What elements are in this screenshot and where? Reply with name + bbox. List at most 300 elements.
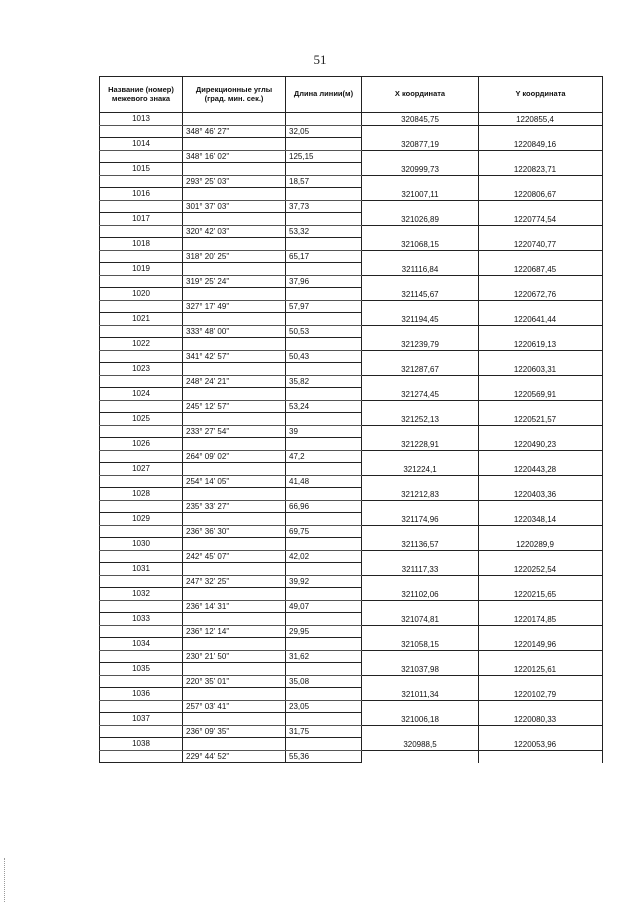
table-row-segment (100, 200, 603, 213)
empty-cell (362, 550, 479, 563)
table-row-point (100, 638, 603, 651)
y-coordinate: 1220641,44 (479, 313, 603, 326)
empty-cell (479, 675, 603, 688)
table-row-segment (100, 700, 603, 713)
empty-cell (100, 150, 183, 163)
table-row-segment (100, 350, 603, 363)
empty-cell (362, 325, 479, 338)
empty-cell (286, 338, 362, 351)
empty-cell (183, 438, 286, 451)
empty-cell (362, 625, 479, 638)
table-row-segment (100, 625, 603, 638)
empty-cell (479, 125, 603, 138)
empty-cell (183, 338, 286, 351)
y-coordinate: 1220490,23 (479, 438, 603, 451)
empty-cell (479, 350, 603, 363)
empty-cell (479, 400, 603, 413)
x-coordinate: 321224,1 (362, 463, 479, 476)
empty-cell (183, 688, 286, 701)
empty-cell (286, 413, 362, 426)
empty-cell (362, 225, 479, 238)
empty-cell (100, 650, 183, 663)
line-length: 55,36 (286, 750, 362, 763)
y-coordinate: 1220289,9 (479, 538, 603, 551)
table-row-point (100, 338, 603, 351)
empty-cell (286, 663, 362, 676)
y-coordinate: 1220403,36 (479, 488, 603, 501)
marker-name: 1019 (100, 263, 183, 276)
marker-name: 1037 (100, 713, 183, 726)
empty-cell (286, 163, 362, 176)
table-row-segment (100, 400, 603, 413)
table-row-point (100, 313, 603, 326)
direction-angle: 348° 16' 02" (183, 150, 286, 163)
marker-name: 1024 (100, 388, 183, 401)
x-coordinate: 321194,45 (362, 313, 479, 326)
empty-cell (286, 463, 362, 476)
empty-cell (183, 563, 286, 576)
x-coordinate: 320877,19 (362, 138, 479, 151)
empty-cell (286, 688, 362, 701)
marker-name: 1022 (100, 338, 183, 351)
empty-cell (286, 488, 362, 501)
table-row-point (100, 238, 603, 251)
empty-cell (183, 188, 286, 201)
table-row-point (100, 113, 603, 126)
line-length: 50,53 (286, 325, 362, 338)
header-marker-name: Название (номер) межевого знака (100, 77, 183, 113)
table-row-segment (100, 650, 603, 663)
empty-cell (183, 238, 286, 251)
empty-cell (286, 713, 362, 726)
table-row-point (100, 588, 603, 601)
empty-cell (100, 325, 183, 338)
line-length: 65,17 (286, 250, 362, 263)
marker-name: 1018 (100, 238, 183, 251)
table-row-segment (100, 325, 603, 338)
marker-name: 1025 (100, 413, 183, 426)
empty-cell (286, 363, 362, 376)
empty-cell (100, 625, 183, 638)
empty-cell (286, 538, 362, 551)
marker-name: 1036 (100, 688, 183, 701)
table-row-point (100, 263, 603, 276)
table-row-point (100, 163, 603, 176)
empty-cell (100, 450, 183, 463)
empty-cell (100, 500, 183, 513)
y-coordinate: 1220443,28 (479, 463, 603, 476)
marker-name: 1015 (100, 163, 183, 176)
line-length: 31,75 (286, 725, 362, 738)
empty-cell (362, 200, 479, 213)
direction-angle: 257° 03' 41" (183, 700, 286, 713)
direction-angle: 333° 48' 00" (183, 325, 286, 338)
x-coordinate: 321006,18 (362, 713, 479, 726)
empty-cell (362, 125, 479, 138)
empty-cell (362, 675, 479, 688)
boundary-coordinates-table (99, 76, 603, 763)
table-row-point (100, 688, 603, 701)
table-row-segment (100, 250, 603, 263)
line-length: 53,32 (286, 225, 362, 238)
empty-cell (100, 700, 183, 713)
x-coordinate: 320988,5 (362, 738, 479, 751)
line-length: 18,57 (286, 175, 362, 188)
empty-cell (362, 475, 479, 488)
empty-cell (100, 475, 183, 488)
empty-cell (286, 438, 362, 451)
scan-edge-marks (4, 858, 7, 902)
direction-angle: 248° 24' 21" (183, 375, 286, 388)
y-coordinate: 1220348,14 (479, 513, 603, 526)
y-coordinate: 1220149,96 (479, 638, 603, 651)
marker-name: 1038 (100, 738, 183, 751)
empty-cell (100, 300, 183, 313)
y-coordinate: 1220102,79 (479, 688, 603, 701)
marker-name: 1030 (100, 538, 183, 551)
table-row-point (100, 388, 603, 401)
empty-cell (183, 288, 286, 301)
empty-cell (183, 388, 286, 401)
direction-angle: 230° 21' 50" (183, 650, 286, 663)
empty-cell (100, 525, 183, 538)
marker-name: 1017 (100, 213, 183, 226)
y-coordinate: 1220849,16 (479, 138, 603, 151)
empty-cell (100, 750, 183, 763)
page-number: 51 (313, 52, 327, 67)
x-coordinate: 321116,84 (362, 263, 479, 276)
empty-cell (183, 638, 286, 651)
header-line-length: Длина линии(м) (286, 77, 362, 113)
empty-cell (479, 300, 603, 313)
empty-cell (100, 550, 183, 563)
empty-cell (100, 375, 183, 388)
empty-cell (479, 550, 603, 563)
empty-cell (183, 613, 286, 626)
y-coordinate: 1220740,77 (479, 238, 603, 251)
x-coordinate: 321212,83 (362, 488, 479, 501)
table-row-point (100, 463, 603, 476)
empty-cell (479, 500, 603, 513)
empty-cell (362, 725, 479, 738)
marker-name: 1026 (100, 438, 183, 451)
direction-angle: 348° 46' 27" (183, 125, 286, 138)
empty-cell (479, 425, 603, 438)
empty-cell (479, 725, 603, 738)
empty-cell (479, 325, 603, 338)
empty-cell (362, 250, 479, 263)
direction-angle: 327° 17' 49" (183, 300, 286, 313)
line-length: 35,82 (286, 375, 362, 388)
x-coordinate: 320845,75 (362, 113, 479, 126)
empty-cell (479, 150, 603, 163)
header-direction-angle: Дирекционные углы (град. мин. сек.) (183, 77, 286, 113)
empty-cell (286, 288, 362, 301)
direction-angle: 236° 09' 35" (183, 725, 286, 738)
empty-cell (479, 750, 603, 763)
marker-name: 1020 (100, 288, 183, 301)
y-coordinate: 1220603,31 (479, 363, 603, 376)
y-coordinate: 1220855,4 (479, 113, 603, 126)
table-row-point (100, 188, 603, 201)
y-coordinate: 1220619,13 (479, 338, 603, 351)
marker-name: 1035 (100, 663, 183, 676)
empty-cell (479, 200, 603, 213)
empty-cell (286, 513, 362, 526)
table-row-point (100, 663, 603, 676)
direction-angle: 293° 25' 03" (183, 175, 286, 188)
empty-cell (479, 625, 603, 638)
table-row-point (100, 563, 603, 576)
empty-cell (183, 663, 286, 676)
y-coordinate: 1220687,45 (479, 263, 603, 276)
y-coordinate: 1220080,33 (479, 713, 603, 726)
y-coordinate: 1220053,96 (479, 738, 603, 751)
empty-cell (183, 163, 286, 176)
y-coordinate: 1220252,54 (479, 563, 603, 576)
direction-angle: 235° 33' 27" (183, 500, 286, 513)
marker-name: 1028 (100, 488, 183, 501)
table-row-point (100, 488, 603, 501)
table-row-segment (100, 500, 603, 513)
line-length: 37,96 (286, 275, 362, 288)
empty-cell (183, 488, 286, 501)
table-row-segment (100, 225, 603, 238)
direction-angle: 318° 20' 25" (183, 250, 286, 263)
line-length: 49,07 (286, 600, 362, 613)
empty-cell (286, 738, 362, 751)
direction-angle: 220° 35' 01" (183, 675, 286, 688)
empty-cell (362, 425, 479, 438)
empty-cell (362, 700, 479, 713)
line-length: 53,24 (286, 400, 362, 413)
line-length: 37,73 (286, 200, 362, 213)
x-coordinate: 321252,13 (362, 413, 479, 426)
empty-cell (479, 600, 603, 613)
marker-name: 1014 (100, 138, 183, 151)
table-row-segment (100, 750, 603, 763)
marker-name: 1033 (100, 613, 183, 626)
empty-cell (362, 375, 479, 388)
empty-cell (286, 388, 362, 401)
empty-cell (183, 363, 286, 376)
direction-angle: 301° 37' 03" (183, 200, 286, 213)
table-row-segment (100, 425, 603, 438)
empty-cell (183, 138, 286, 151)
empty-cell (183, 738, 286, 751)
empty-cell (362, 175, 479, 188)
empty-cell (479, 475, 603, 488)
line-length: 31,62 (286, 650, 362, 663)
empty-cell (100, 675, 183, 688)
table-row-segment (100, 575, 603, 588)
x-coordinate: 321174,96 (362, 513, 479, 526)
empty-cell (479, 650, 603, 663)
table-row-point (100, 613, 603, 626)
direction-angle: 341° 42' 57" (183, 350, 286, 363)
empty-cell (362, 300, 479, 313)
empty-cell (100, 600, 183, 613)
x-coordinate: 321102,06 (362, 588, 479, 601)
empty-cell (100, 350, 183, 363)
table-row-segment (100, 675, 603, 688)
x-coordinate: 321117,33 (362, 563, 479, 576)
x-coordinate: 321136,57 (362, 538, 479, 551)
empty-cell (183, 113, 286, 126)
empty-cell (183, 538, 286, 551)
empty-cell (479, 700, 603, 713)
line-length: 23,05 (286, 700, 362, 713)
table-row-segment (100, 725, 603, 738)
line-length: 42,02 (286, 550, 362, 563)
table-row-point (100, 513, 603, 526)
direction-angle: 236° 14' 31" (183, 600, 286, 613)
y-coordinate: 1220823,71 (479, 163, 603, 176)
x-coordinate: 321228,91 (362, 438, 479, 451)
empty-cell (479, 275, 603, 288)
table-row-segment (100, 125, 603, 138)
empty-cell (286, 213, 362, 226)
table-row-segment (100, 525, 603, 538)
y-coordinate: 1220569,91 (479, 388, 603, 401)
empty-cell (362, 150, 479, 163)
line-length: 29,95 (286, 625, 362, 638)
y-coordinate: 1220672,76 (479, 288, 603, 301)
marker-name: 1031 (100, 563, 183, 576)
header-x-coordinate: X координата (362, 77, 479, 113)
y-coordinate: 1220521,57 (479, 413, 603, 426)
empty-cell (286, 188, 362, 201)
empty-cell (183, 463, 286, 476)
line-length: 39,92 (286, 575, 362, 588)
empty-cell (286, 138, 362, 151)
marker-name: 1013 (100, 113, 183, 126)
direction-angle: 242° 45' 07" (183, 550, 286, 563)
empty-cell (362, 350, 479, 363)
empty-cell (183, 588, 286, 601)
table-row-point (100, 538, 603, 551)
table-row-segment (100, 375, 603, 388)
table-row-segment (100, 600, 603, 613)
empty-cell (183, 513, 286, 526)
y-coordinate: 1220215,65 (479, 588, 603, 601)
table-row-segment (100, 475, 603, 488)
empty-cell (362, 450, 479, 463)
marker-name: 1016 (100, 188, 183, 201)
empty-cell (362, 600, 479, 613)
table-header-row (100, 77, 603, 113)
x-coordinate: 321145,67 (362, 288, 479, 301)
x-coordinate: 321011,34 (362, 688, 479, 701)
y-coordinate: 1220125,61 (479, 663, 603, 676)
empty-cell (100, 575, 183, 588)
empty-cell (362, 525, 479, 538)
line-length: 125,15 (286, 150, 362, 163)
table-body (100, 113, 603, 763)
empty-cell (286, 563, 362, 576)
empty-cell (286, 263, 362, 276)
empty-cell (479, 225, 603, 238)
direction-angle: 229° 44' 52" (183, 750, 286, 763)
direction-angle: 245° 12' 57" (183, 400, 286, 413)
marker-name: 1023 (100, 363, 183, 376)
empty-cell (100, 250, 183, 263)
direction-angle: 320° 42' 03" (183, 225, 286, 238)
empty-cell (286, 113, 362, 126)
empty-cell (286, 238, 362, 251)
empty-cell (479, 250, 603, 263)
y-coordinate: 1220774,54 (479, 213, 603, 226)
table-row-segment (100, 300, 603, 313)
empty-cell (183, 713, 286, 726)
empty-cell (362, 750, 479, 763)
empty-cell (100, 425, 183, 438)
header-y-coordinate: Y координата (479, 77, 603, 113)
empty-cell (362, 275, 479, 288)
x-coordinate: 321239,79 (362, 338, 479, 351)
table-row-point (100, 213, 603, 226)
empty-cell (362, 650, 479, 663)
x-coordinate: 320999,73 (362, 163, 479, 176)
empty-cell (479, 450, 603, 463)
line-length: 69,75 (286, 525, 362, 538)
marker-name: 1034 (100, 638, 183, 651)
empty-cell (362, 575, 479, 588)
direction-angle: 236° 12' 14" (183, 625, 286, 638)
x-coordinate: 321026,89 (362, 213, 479, 226)
empty-cell (286, 638, 362, 651)
table-row-point (100, 138, 603, 151)
table-row-segment (100, 175, 603, 188)
x-coordinate: 321287,67 (362, 363, 479, 376)
empty-cell (100, 175, 183, 188)
marker-name: 1021 (100, 313, 183, 326)
table-row-point (100, 713, 603, 726)
empty-cell (286, 613, 362, 626)
line-length: 41,48 (286, 475, 362, 488)
empty-cell (286, 588, 362, 601)
x-coordinate: 321058,15 (362, 638, 479, 651)
table-row-segment (100, 550, 603, 563)
table-row-point (100, 738, 603, 751)
empty-cell (479, 525, 603, 538)
x-coordinate: 321037,98 (362, 663, 479, 676)
empty-cell (479, 575, 603, 588)
direction-angle: 254° 14' 05" (183, 475, 286, 488)
marker-name: 1027 (100, 463, 183, 476)
empty-cell (100, 125, 183, 138)
empty-cell (100, 200, 183, 213)
line-length: 47,2 (286, 450, 362, 463)
empty-cell (183, 313, 286, 326)
empty-cell (183, 213, 286, 226)
table-row-point (100, 438, 603, 451)
empty-cell (183, 263, 286, 276)
direction-angle: 233° 27' 54" (183, 425, 286, 438)
direction-angle: 247° 32' 25" (183, 575, 286, 588)
empty-cell (100, 225, 183, 238)
direction-angle: 236° 36' 30" (183, 525, 286, 538)
marker-name: 1029 (100, 513, 183, 526)
line-length: 32,05 (286, 125, 362, 138)
table-row-point (100, 288, 603, 301)
table-row-point (100, 363, 603, 376)
empty-cell (100, 725, 183, 738)
table-row-segment (100, 150, 603, 163)
empty-cell (362, 500, 479, 513)
table-row-point (100, 413, 603, 426)
table-row-segment (100, 275, 603, 288)
